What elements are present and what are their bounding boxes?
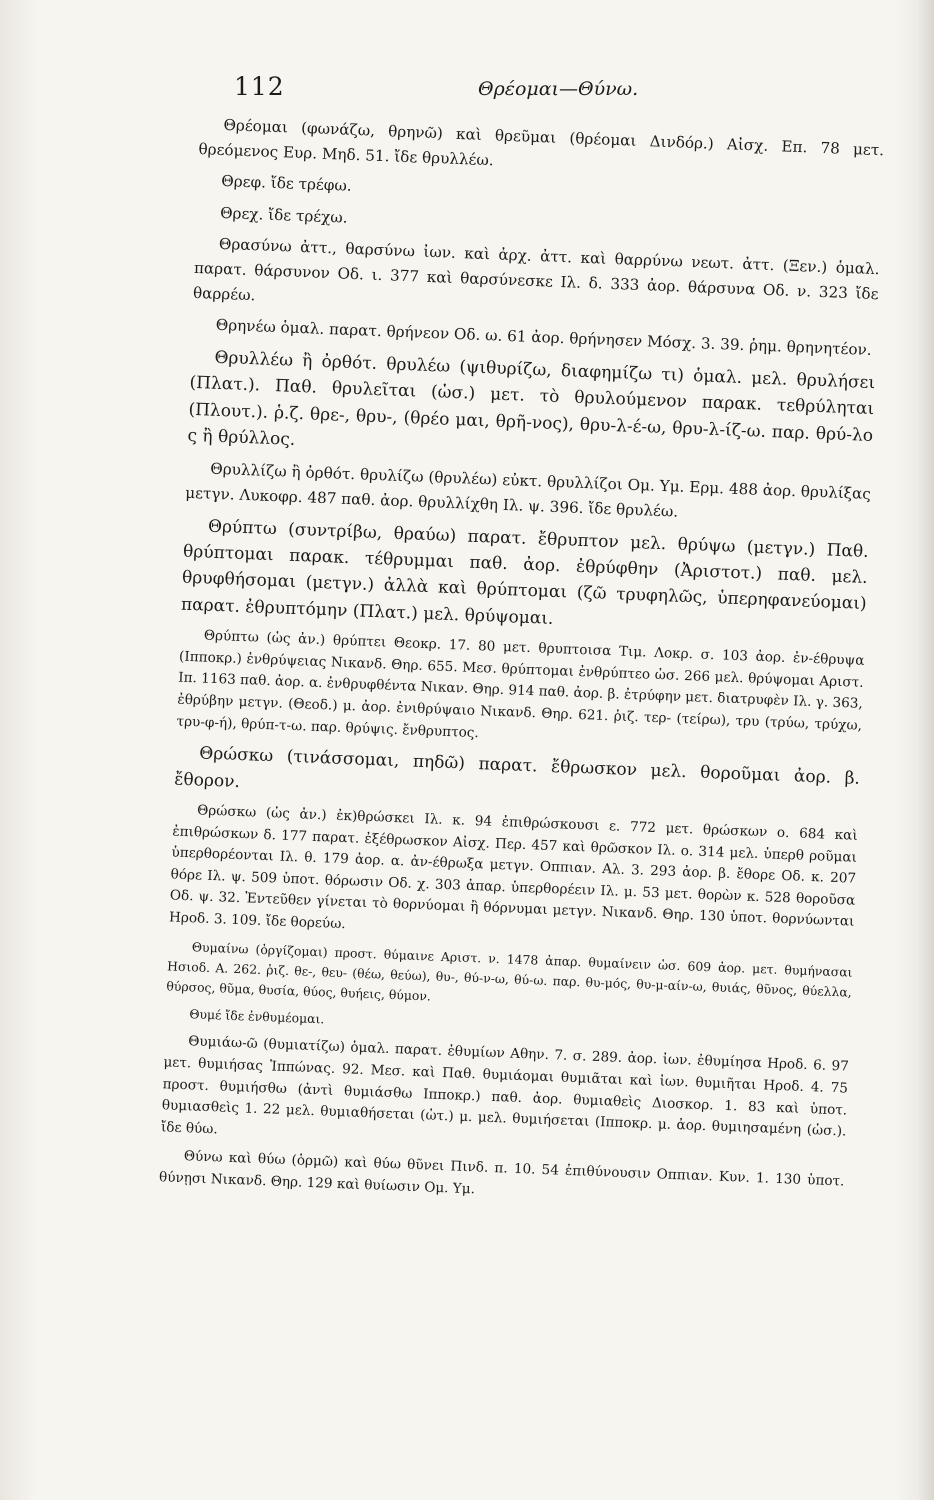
dictionary-entries (158, 112, 884, 1222)
entry-thref: Θρεφ. ἴδε τρέφω. (221, 172, 353, 196)
entry-throsko-main: Θρώσκω (τινάσσομαι, πηδῶ) παρατ. ἔθρωσκον μελ. θοροῦμαι ἀορ. β. ἔθορον. (173, 743, 861, 792)
page-number: 112 (234, 72, 285, 101)
entry-thrypto-main: Θρύπτω (συντρίβω, θραύω) παρατ. ἔθρυπτον μελ. θρύψω (μετγν.) Παθ. θρύπτομαι παρακ. τέθρυμμαι παθ. ἀορ. ἐθρύφθην (Ἀριστοτ.) παθ. μελ. θρυφθήσομαι (μετγν.) ἀλλὰ καὶ θρύπτομαι (ζῶ τρυφηλῶς, ὑπερηφανεύομαι) παρατ. ἐθρυπτόμην (Πλατ.) μελ. θρύψομαι. (180, 516, 870, 629)
entry-thyme: Θυμέ ἴδε ἐνθυμέομαι. (189, 1006, 325, 1027)
entry-thymaino: Θυμαίνω (ὀργίζομαι) προστ. θύμαινε Αριστ. ν. 1478 ἀπαρ. θυμαίνειν ὡσ. 609 ἀορ. μετ. θυμήνασαι Ησιοδ. Α. 262. ῥιζ. θε-, θευ- (θέω, θεύω), θυ-, θύ-ν-ω, θύ-ω. παρ. θυ-μός, θυ-μ-αίν-ω, θυιάς, θῦνος, θύελλα, θύρσος, θῦμα, θυσία, θύος, θυήεις, θύμον. (166, 938, 853, 1004)
page-edge (916, 0, 934, 1500)
entry-thrypto-forms: Θρύπτω (ὡς ἀν.) θρύπτει Θεοκρ. 17. 80 μετ. θρυπτοισα Τιμ. Λοκρ. σ. 103 ἀορ. ἐν-έθρυψα (Ιπποκρ.) ἐνθρύψειας Νικανδ. Θηρ. 655. Μεσ. θρύπτομαι ἐνθρύπτεο ὡσ. 266 μελ. θρύψομαι Αριστ. Ιπ. 1163 παθ. ἀορ. α. ἐνθρυφθέντα Νικαν. Θηρ. 914 παθ. ἀορ. β. ἐτρύφην μετ. διατρυφὲν Ιλ. γ. 363, ἐθρύβην μετγν. (Θεοδ.) μ. ἀορ. ἐνιθρύψαιο Νικανδ. Θηρ. 621. ῥιζ. τερ- (τείρω), τρυ (τρύω, τρύχω, τρυ-φ-ή), θρύπ-τ-ω. παρ. θρύψις. ἔνθρυπτος. (176, 627, 865, 741)
page-header (230, 72, 660, 112)
entry-thyno: Θύνω καὶ θύω (ὁρμῶ) καὶ θύω θῦνει Πινδ. π. 10. 54 ἐπιθύνουσιν Οππιαν. Κυν. 1. 130 ὑποτ. θύνῃσι Νικανδ. Θηρ. 129 καὶ θυίωσιν Ομ. Υμ. (158, 1148, 845, 1198)
entry-threomai: Θρέομαι (φωνάζω, θρηνῶ) καὶ θρεῦμαι (θρέομαι Δινδόρ.) Αἰσχ. Επ. 78 μετ. θρεόμενος Ευρ. Μηδ. 51. ἴδε θρυλλέω. (198, 115, 885, 169)
entry-thrasyno: Θρασύνω ἀττ., θαρσύνω ἰων. καὶ ἀρχ. ἀττ. καὶ θαρρύνω νεωτ. ἀττ. (Ξεν.) ὁμαλ. παρατ. θάρσυνον Οδ. ι. 377 καὶ θαρσύνεσκε Ιλ. δ. 333 ἀορ. θάρσυνα Οδ. ν. 323 ἴδε θαρρέω. (192, 235, 880, 304)
entry-thryllizo: Θρυλλίζω ἢ ὀρθότ. θρυλίζω (θρυλέω) εὐκτ. θρυλλίζοι Ομ. Υμ. Ερμ. 488 ἀορ. θρυλίξας μετγν. Λυκοφρ. 487 παθ. ἀορ. θρυλλίχθη Ιλ. ψ. 396. ἴδε θρυλέω. (185, 460, 872, 521)
entry-threch: Θρεχ. ἴδε τρέχω. (219, 203, 348, 227)
entry-thrylleo: Θρυλλέω ἢ ὀρθότ. θρυλέω (ψιθυρίζω, διαφημίζω τι) ὁμαλ. μελ. θρυλήσει (Πλατ.). Παθ. θρυλεῖται (ὡσ.) μετ. τὸ θρυλούμενον παρακ. τεθρύληται (Πλουτ.). ῥ.ζ. θρε-, θρυ-, (θρέο μαι, θρῆ-νος), θρυ-λ-έ-ω, θρυ-λ-ίζ-ω. παρ. θρύ-λο ς ἢ θρύλλος. (187, 347, 876, 450)
entry-thymiao: Θυμιάω-ῶ (θυμιατίζω) ὁμαλ. παρατ. ἐθυμίων Αθην. 7. σ. 289. ἀορ. ἰων. ἐθυμίησα Ηροδ. 6. 97 μετ. θυμιήσας Ἱππώνας. 92. Μεσ. καὶ Παθ. θυμιάομαι θυμιᾶται καὶ ἰων. θυμιῆται Ηροδ. 4. 75 προστ. θυμιήσθω (ἀντὶ θυμιάσθω Ιπποκρ.) παθ. ἀορ. θυμιαθεὶς Διοσκορ. 1. 83 καὶ ὑποτ. θυμιασθεὶς 1. 22 μελ. θυμιαθήσεται (ὡτ.) μ. μελ. θυμιήσεται (Ιπποκρ. μ. ἀορ. θυμιησαμένη (ὡσ.). ἴδε θύω. (160, 1033, 850, 1140)
entry-threneo: Θρηνέω ὁμαλ. παρατ. θρήνεον Οδ. ω. 61 ἀορ. θρήνησεν Μόσχ. 3. 39. ῥημ. θρηνητέον. (215, 315, 872, 360)
entry-throsko-forms: Θρώσκω (ὡς ἀν.) ἐκ)θρώσκει Ιλ. κ. 94 ἐπιθρώσκουσι ε. 772 μετ. θρώσκων ο. 684 καὶ ἐπιθρώσκων δ. 177 παρατ. ἐξέθρωσκον Αἰσχ. Περ. 457 καὶ θρῶσκον Ιλ. ο. 314 μελ. ὑπερθ ροῦμαι ὑπερθορέονται Ιλ. θ. 179 ἀορ. α. ἀν-έθρωξα μετγν. Οππιαν. Αλ. 3. 293 ἀορ. β. ἔθορε Οδ. κ. 207 θόρε Ιλ. ψ. 509 ὑποτ. θόρωσιν Οδ. χ. 303 ἀπαρ. ὑπερθορέειν Ιλ. μ. 53 μετ. θορὼν κ. 528 θοροῦσα Οδ. ψ. 32. Ἐντεῦθεν γίνεται τὸ θορνύομαι ἢ θόρνυμαι μετγν. Νικανδ. Θηρ. 130 ὑποτ. θορνύωνται Ηροδ. 3. 109. ἴδε θορεύω. (168, 802, 859, 933)
running-head: Θρέομαι—Θύνω. (478, 78, 639, 100)
